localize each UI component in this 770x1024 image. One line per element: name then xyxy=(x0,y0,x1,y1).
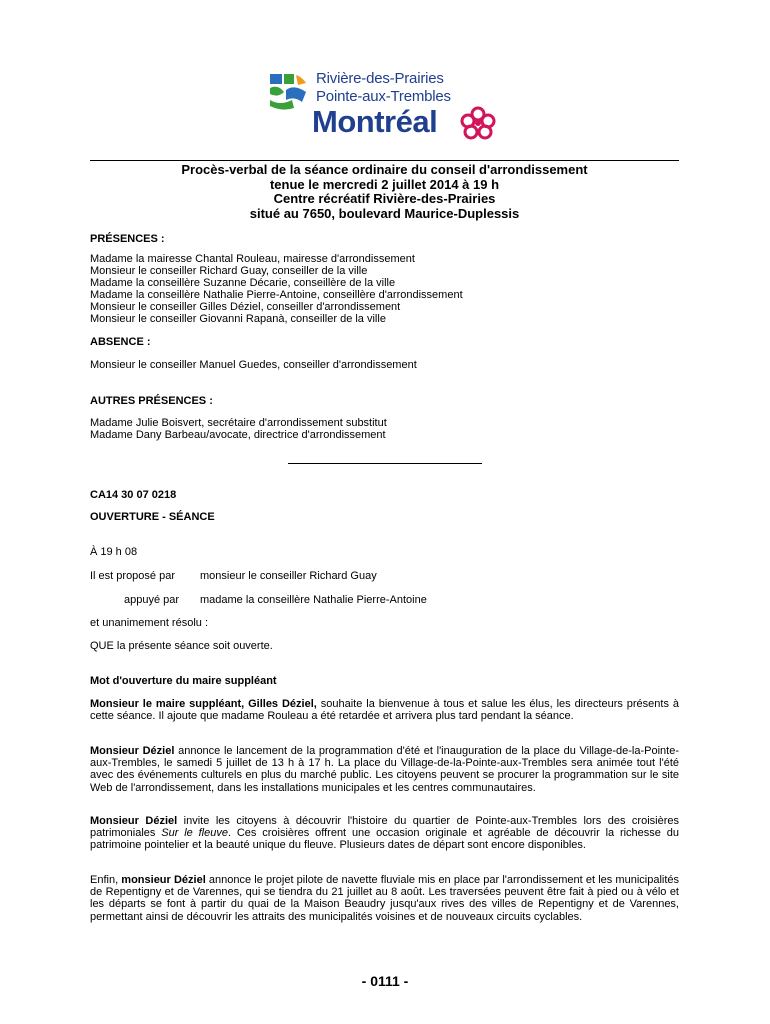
list-item: Madame Julie Boisvert, secrétaire d'arrondissement substitut xyxy=(90,417,387,429)
paragraph-text: invite les citoyens à découvrir l'histoire du quartier de Pointe-aux-Trembles lors des croisières patrimoniales xyxy=(90,815,679,840)
borough-emblem-icon xyxy=(268,72,310,112)
rosette-icon xyxy=(458,106,498,140)
propose-label: Il est proposé par xyxy=(90,570,175,582)
speaker-name: monsieur Déziel xyxy=(121,874,206,886)
resolution-time: À 19 h 08 xyxy=(90,546,138,558)
absence-heading: ABSENCE : xyxy=(90,336,151,348)
presences-list xyxy=(90,254,463,325)
paragraph-welcome xyxy=(90,698,679,722)
logo-line-rdp: Rivière-des-Prairies xyxy=(316,70,444,87)
appuye-label: appuyé par xyxy=(124,594,180,606)
list-item: Madame Dany Barbeau/avocate, directrice d'arrondissement xyxy=(90,428,386,441)
montreal-borough-logo xyxy=(268,70,508,142)
autres-presences-heading: AUTRES PRÉSENCES : xyxy=(90,395,213,407)
resolution-subject: OUVERTURE - SÉANCE xyxy=(90,511,215,523)
paragraph-text: annonce le projet pilote de navette fluviale mis en place par l'arrondissement et les municipalités de Repentigny et de Varennes, qui se tiendra du 21 juillet au 8 août. Les traversées peuvent être fait à pied ou à vélo et les départs se font à partir du quai de la Maison Beaudry jusqu'aux rives des villes de Repentigny et de Varennes, permettant ainsi de découvrir les attraits des municipalités voisines et de nouveaux circuits cyclables. xyxy=(90,874,680,923)
autres-presences-list xyxy=(90,418,387,442)
speaker-name: Monsieur le maire suppléant, Gilles Déziel, xyxy=(90,698,317,710)
speaker-name: Monsieur Déziel xyxy=(90,745,175,757)
resolution-number: CA14 30 07 0218 xyxy=(90,489,177,501)
document-title xyxy=(90,163,679,221)
speaker-name: Monsieur Déziel xyxy=(90,815,178,827)
appuye-value: madame la conseillère Nathalie Pierre-Antoine xyxy=(200,594,427,606)
title-line-3: Centre récréatif Rivière-des-Prairies xyxy=(273,191,496,206)
list-item: Monsieur le conseiller Giovanni Rapanà, conseiller de la ville xyxy=(90,312,386,325)
page-number: - 0111 - xyxy=(361,973,409,989)
list-item: Monsieur le conseiller Gilles Déziel, conseiller d'arrondissement xyxy=(90,300,401,313)
header-divider xyxy=(90,160,679,161)
title-line-2: tenue le mercredi 2 juillet 2014 à 19 h xyxy=(269,176,500,192)
resolution-que: QUE la présente séance soit ouverte. xyxy=(90,640,273,652)
list-item: Madame la conseillère Nathalie Pierre-Antoine, conseillère d'arrondissement xyxy=(90,288,463,301)
unanimement-resolu: et unanimement résolu : xyxy=(90,617,209,629)
logo-montreal-wordmark: Montréal xyxy=(312,104,438,139)
paragraph-text: Enfin, xyxy=(90,874,122,886)
paragraph-text: souhaite la bienvenue à tous et salue les élus, les directeurs présents à cette séance. Il ajoute que madame Rouleau a été retardée et arrivera plus tard pendant la séance. xyxy=(90,698,680,723)
paragraph-programmation xyxy=(90,745,679,794)
mot-ouverture-heading: Mot d'ouverture du maire suppléant xyxy=(90,675,277,687)
absence-item: Monsieur le conseiller Manuel Guedes, conseiller d'arrondissement xyxy=(90,359,417,371)
paragraph-italic: Sur le fleuve xyxy=(161,827,228,840)
propose-value: monsieur le conseiller Richard Guay xyxy=(200,570,377,582)
logo-line-pat: Pointe-aux-Trembles xyxy=(316,88,451,105)
list-item: Monsieur le conseiller Richard Guay, conseiller de la ville xyxy=(90,264,368,277)
list-item: Madame la conseillère Suzanne Décarie, conseillère de la ville xyxy=(90,276,396,289)
paragraph-croisieres xyxy=(90,815,679,852)
section-divider xyxy=(288,463,482,464)
paragraph-text: . Ces croisières offrent une occasion originale et agréable de découvrir la richesse du patrimoine pointelier et la beauté unique du fleuve. Plusieurs dates de départ sont encore disponibles. xyxy=(90,827,679,852)
title-line-4: situé au 7650, boulevard Maurice-Duplessis xyxy=(249,205,520,221)
paragraph-navette xyxy=(90,874,679,923)
list-item: Madame la mairesse Chantal Rouleau, mairesse d'arrondissement xyxy=(90,253,415,265)
presences-heading: PRÉSENCES : xyxy=(90,233,165,245)
paragraph-text: annonce le lancement de la programmation d'été et l'inauguration de la place du Village-de-la-Pointe-aux-Trembles, le samedi 5 juillet de 13 h à 17 h. La place du Village-de-la-Pointe-aux-Trembles sera animée tout l'été avec des événements culturels en plus du marché public. Les citoyens peuvent se procurer la programmation sur le site Web de l'arrondissement, dans les installations municipales et les centres communautaires. xyxy=(90,745,679,794)
title-line-1: Procès-verbal de la séance ordinaire du conseil d'arrondissement xyxy=(181,162,588,177)
